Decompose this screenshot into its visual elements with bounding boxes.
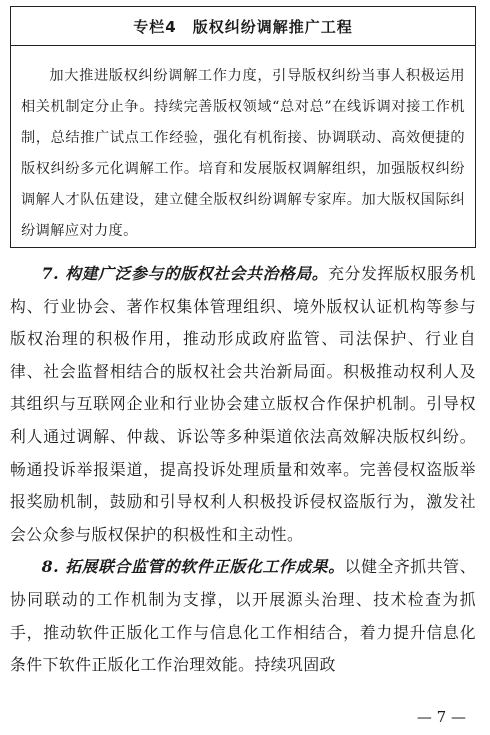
section-8-text: 以健全齐抓共管、协同联动的工作机制为支撑，以开展源头治理、技术检查为抓手，推动软件正版化工作与信息化工作相结合，着力提升信息化条件下软件正版化工作治理效能。持续巩固政 [10,557,476,675]
section-7-text: 充分发挥版权服务机构、行业协会、著作权集体管理组织、境外版权认证机构等参与版权治理的积极作用，推动形成政府监管、司法保护、行业自律、社会监督相结合的版权社会共治新局面。积极推动权利人及其组织与互联网企业和行业协会建立版权合作保护机制。引导权利人通过调解、仲裁、诉讼等多种渠道依法高效解决版权纠纷。畅通投诉举报渠道，提高投诉处理质量和效率。完善侵权盗版举报奖励机制，鼓励和引导权利人积极投诉侵权盗版行为，激发社会公众参与版权保护的积极性和主动性。 [10,264,476,544]
page-number: — 7 — [416,708,466,726]
feature-box-title: 专栏4 版权纠纷调解推广工程 [133,17,353,36]
section-7 [10,258,476,551]
feature-box-header [11,7,475,46]
section-8 [10,551,476,681]
main-text [10,258,476,682]
feature-box-text: 加大推进版权纠纷调解工作力度，引导版权纠纷当事人积极运用相关机制定分止争。持续完善版权领域“总对总”在线诉调对接工作机制，总结推广试点工作经验，强化有机衔接、协调联动、高效便捷的版权纠纷多元化调解工作。培育和发展版权调解组织，加强版权纠纷调解人才队伍建设，建立健全版权纠纷调解专家库。加大版权国际纠纷调解应对力度。 [21,68,465,239]
section-8-heading: 8. 拓展联合监管的软件正版化工作成果。 [41,557,345,577]
section-7-heading: 7. 构建广泛参与的版权社会共治格局。 [41,264,329,283]
feature-box [10,6,476,248]
